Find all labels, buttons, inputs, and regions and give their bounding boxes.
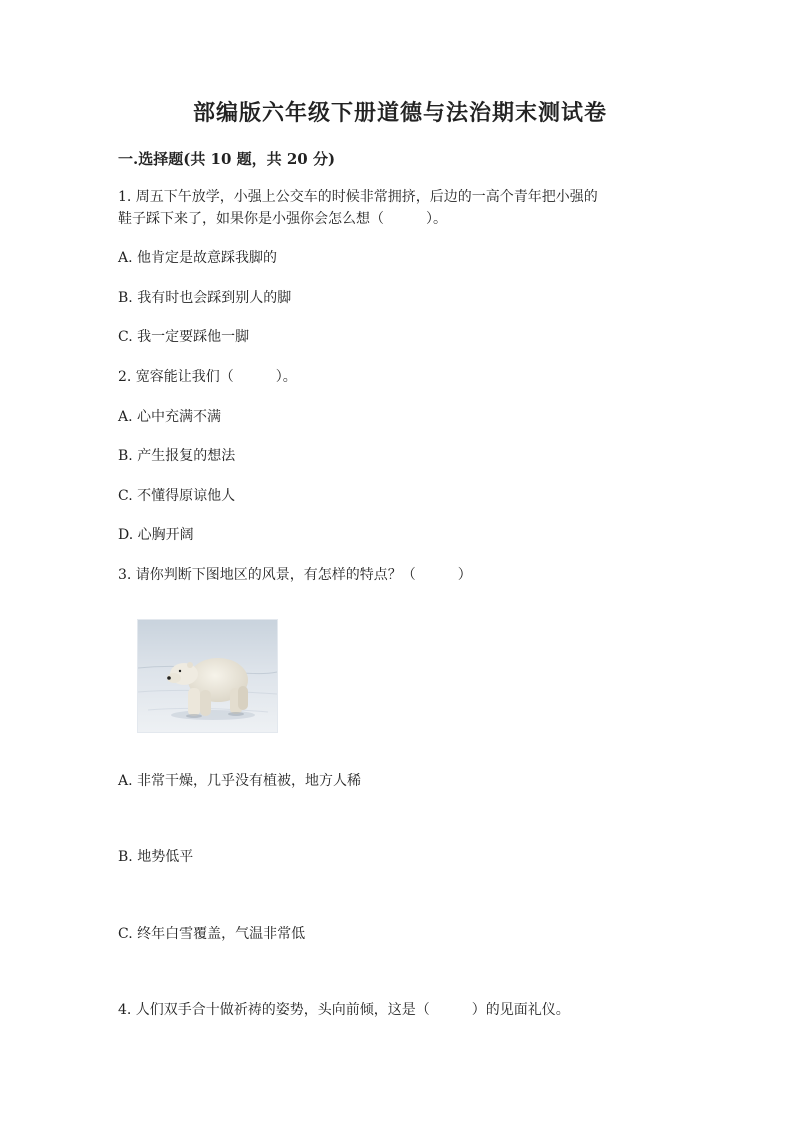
- page-title: 部编版六年级下册道德与法治期末测试卷: [192, 100, 607, 126]
- question-1-option-c: C. 我一定要踩他一脚: [118, 329, 250, 345]
- question-1-stem-line-1: 1. 周五下午放学，小强上公交车的时候非常拥挤，后边的一高个青年把小强的: [118, 189, 598, 205]
- question-2-stem: 2. 宽容能让我们（ ）。: [118, 369, 297, 385]
- question-3-option-b: B. 地势低平: [118, 849, 194, 865]
- question-3-option-a: A. 非常干燥，几乎没有植被，地方人稀: [118, 773, 362, 789]
- question-2-option-c: C. 不懂得原谅他人: [118, 488, 236, 504]
- question-1-stem-line-2: 鞋子踩下来了，如果你是小强你会怎么想（ ）。: [118, 211, 447, 227]
- section-heading: 一.选择题(共 10 题，共 20 分): [118, 150, 336, 168]
- question-4-stem: 4. 人们双手合十做祈祷的姿势，头向前倾，这是（ ）的见面礼仪。: [118, 1002, 570, 1018]
- question-2-option-b: B. 产生报复的想法: [118, 448, 236, 464]
- question-3-stem: 3. 请你判断下图地区的风景，有怎样的特点？（ ）: [118, 567, 472, 583]
- question-3-option-c: C. 终年白雪覆盖，气温非常低: [118, 926, 306, 942]
- question-2-option-d: D. 心胸开阔: [118, 527, 194, 543]
- question-2-option-a: A. 心中充满不满: [118, 409, 222, 425]
- polar-bear-photo: [137, 619, 278, 733]
- question-1-option-b: B. 我有时也会踩到别人的脚: [118, 290, 292, 306]
- question-1-option-a: A. 他肯定是故意踩我脚的: [118, 250, 278, 266]
